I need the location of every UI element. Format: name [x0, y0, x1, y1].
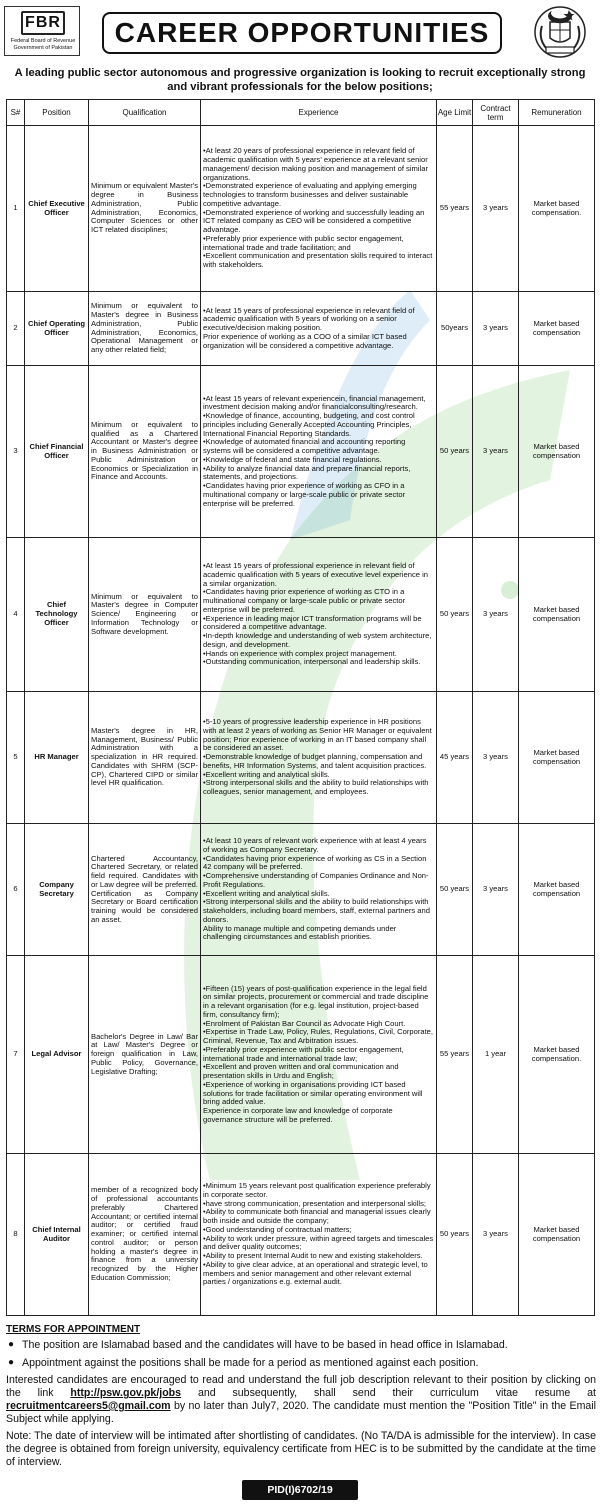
- experience-item: •Candidates having prior experience of working as CTO in a multinational company or large-scale public or private sector enterprise will be preferred.: [203, 587, 406, 614]
- experience-item: •Excellent communication and presentation skills required to interact with stakeholders.: [203, 251, 433, 269]
- experience-item: •5-10 years of progressive leadership experience in HR positions with at least 2 years of working as Senior HR Manager or equivalent position; Prior experience of working in an IT based company shall be considered an asset.: [203, 717, 432, 753]
- header-experience: Experience: [201, 100, 437, 126]
- experience-item: •At least 15 years of professional experience in relevant field of academic qualification with 5 years of working on a senior executive/decision making position.: [203, 305, 415, 333]
- row-position: Chief Executive Officer: [25, 126, 89, 292]
- row-remuneration: Market based compensation: [519, 538, 595, 692]
- experience-item: •Enrolment of Pakistan Bar Council as Advocate High Court.: [203, 1018, 406, 1028]
- row-position: Legal Advisor: [25, 956, 89, 1154]
- experience-item: •Demonstrated experience of working and successfully leading an ICT related company as CEO will be considered a competitive advantage.: [203, 207, 425, 234]
- row-remuneration: Market based compensation: [519, 292, 595, 366]
- row-age-limit: 50 years: [437, 366, 473, 538]
- table-row: [7, 292, 595, 366]
- terms-list: [6, 1338, 596, 1370]
- table-row: [7, 692, 595, 824]
- row-qualification: member of a recognized body of professional accountants preferably Chartered Accountant; or certified internal auditor; or certified fraud examiner; or certified internal control auditor; or person holding a master's degree in finance from a university recognized by the Higher Education Commission;: [89, 1154, 201, 1316]
- header-position: Position: [25, 100, 89, 126]
- experience-item: •Experience in leading major ICT transformation programs will be considered a competitive advantage.: [203, 613, 422, 632]
- experience-item: •Ability to give clear advice, at an operational and strategic level, to members and senior management and other relevant external parties / organizations e.g. external audit.: [203, 1259, 428, 1287]
- experience-item: •Expertise in Trade Law, Policy, Rules, Regulations, Civil, Corporate, Criminal, Revenue, Tax and Arbitration issues.: [203, 1027, 434, 1045]
- experience-item: •Knowledge of automated financial and accounting reporting systems will be considered a competitive advantage.: [203, 437, 406, 456]
- experience-item: •Knowledge of finance, accounting, budgeting, and cost control principles including Generally Accepted Accounting Principles, International Financial Reporting Standards.: [203, 411, 415, 438]
- row-experience: [201, 292, 437, 366]
- row-position: Chief Technology Officer: [25, 538, 89, 692]
- experience-item: •Hands on experience with complex project management.: [203, 648, 397, 658]
- experience-item: •Preferably prior experience with public sector engagement, international trade and trade facilitation; and: [203, 233, 404, 252]
- experience-item: •At least 15 years of professional experience in relevant field of academic qualification with 5 years of executive level experience in a similar organization.: [203, 561, 428, 588]
- pid-badge: PID(I)6702/19: [242, 1480, 358, 1500]
- row-experience: [201, 538, 437, 692]
- experience-item: •Ability to present Internal Audit to new and existing stakeholders.: [203, 1251, 423, 1260]
- row-sn: 6: [7, 824, 25, 956]
- row-contract-term: 3 years: [473, 1154, 519, 1316]
- bullet-icon: ●: [8, 1357, 15, 1368]
- experience-item: •Excellent and proven written and oral communication and presentation skills in Urdu and English;: [203, 1062, 399, 1080]
- experience-item: •Strong interpersonal skills and the ability to build relationships with colleagues, senior management, and employees.: [203, 778, 429, 797]
- row-contract-term: 3 years: [473, 538, 519, 692]
- experience-item: •Candidates having prior experience of working as CS in a Section 42 company will be preferred.: [203, 853, 427, 872]
- row-contract-term: 3 years: [473, 292, 519, 366]
- experience-item: •Ability to analyze financial data and prepare financial reports, statements, and projections.: [203, 463, 411, 482]
- row-qualification: Minimum or equivalent to qualified as a Chartered Accountant or Master's degree in Business Administration or Public Administration or Economics or Specialization in Finance and Accounts.: [89, 366, 201, 538]
- terms-section: [6, 1324, 596, 1469]
- apply-instructions: Interested candidates are encouraged to read and understand the full job description relevant to their position by clicking on the link http://psw.gov.pk/jobs and subsequently, shall send their curriculum vitae resume at recruitmentcareers5@gmail.com by no later than July7, 2020. The candidate must mention the "Position Title" in the Email Subject while applying.: [6, 1374, 597, 1425]
- experience-item: •Excellent writing and analytical skills.: [203, 769, 330, 779]
- table-row: [7, 538, 595, 692]
- row-contract-term: 1 year: [473, 956, 519, 1154]
- experience-item: •Candidates having prior experience of working as CFO in a multinational company or large-scale public or private sector enterprise will be preferred.: [203, 481, 406, 508]
- row-contract-term: 3 years: [473, 824, 519, 956]
- row-position: Chief Operating Officer: [25, 292, 89, 366]
- row-remuneration: Market based compensation.: [519, 956, 595, 1154]
- row-age-limit: 50 years: [437, 824, 473, 956]
- experience-item: •Excellent writing and analytical skills.: [203, 888, 330, 898]
- terms-bullet: ● The position are Islamabad based and the candidates will have to be based in head office in Islamabad.: [8, 1339, 508, 1351]
- row-qualification: Master's degree in HR, Management, Business/ Public Administration with a specialization in HR required. Candidates with SHRM (SCP-CP), Chartered CIPD or similar level HR qualification.: [89, 692, 201, 824]
- experience-item: •Experience of working in organisations providing ICT based solutions for trade facilitation or similar operating environment will bring added value.: [203, 1079, 423, 1107]
- experience-item: •At least 20 years of professional experience in relevant field of academic qualification with 5 years' experience at a relevant senior management/ decision making position and management of similar organizations.: [203, 146, 428, 182]
- experience-item: •Demonstrable knowledge of budget planning, compensation and benefits, HR Information Systems, and talent acquisition practices.: [203, 752, 427, 770]
- table-row: [7, 126, 595, 292]
- experience-item: •Demonstrated experience of evaluating and applying emerging technologies to transform businesses and deliver sustainable competitive advantage.: [203, 181, 417, 208]
- row-contract-term: 3 years: [473, 692, 519, 824]
- row-experience: [201, 1154, 437, 1316]
- header-sn: S#: [7, 100, 25, 126]
- experience-item: Ability to manage multiple and competing demands under challenging circumstances and establish priorities.: [203, 923, 397, 942]
- jobs-table: [6, 99, 595, 1316]
- interview-note: Note: The date of interview will be intimated after shortlisting of candidates. (No TA/DA is admissible for the interview). In case the degree is obtained from foreign university, equivalency certificate from HEC is to be submitted by the candidate at the time of interview.: [6, 1430, 596, 1468]
- row-sn: 7: [7, 956, 25, 1154]
- table-row: [7, 824, 595, 956]
- page-title: CAREER OPPORTUNITIES: [114, 17, 490, 48]
- row-experience: [201, 126, 437, 292]
- row-remuneration: Market based compensation: [519, 1154, 595, 1316]
- experience-item: •have strong communication, presentation and interpersonal skills;: [203, 1198, 426, 1208]
- row-sn: 2: [7, 292, 25, 366]
- experience-item: •Outstanding communication, interpersonal and leadership skills.: [203, 657, 421, 667]
- row-experience: [201, 824, 437, 956]
- terms-bullet: ● Appointment against the positions shall be made for a period as mentioned against each position.: [8, 1357, 479, 1369]
- header-qualification: Qualification: [89, 100, 201, 126]
- experience-item: •Fifteen (15) years of post-qualification experience in the legal field on similar projects, procurement or commercial and trade discipline in a relevant organisation (for e.g. legal institution, project-based firm, consultancy firm);: [203, 983, 429, 1019]
- experience-item: •Minimum 15 years relevant post qualification experience preferably in corporate sector.: [203, 1181, 431, 1199]
- row-remuneration: Market based compensation: [519, 692, 595, 824]
- row-position: Company Secretary: [25, 824, 89, 956]
- experience-item: •Ability to work under pressure, within agreed targets and timescales and deliver quality outcomes;: [203, 1233, 434, 1252]
- row-position: HR Manager: [25, 692, 89, 824]
- row-position: Chief Internal Auditor: [25, 1154, 89, 1316]
- experience-item: •In-depth knowledge and understanding of web system architecture, design, and development.: [203, 631, 432, 649]
- row-age-limit: 55 years: [437, 956, 473, 1154]
- row-age-limit: 50years: [437, 292, 473, 366]
- row-experience: [201, 366, 437, 538]
- row-qualification: Chartered Accountancy, Chartered Secretary, or related field required. Candidates with or Law degree will be preferred. Certification as Company Secretary or Board certification training would be considered an asset.: [89, 824, 201, 956]
- row-age-limit: 55 years: [437, 126, 473, 292]
- row-qualification: Minimum or equivalent to Master's degree in Business Administration, Public Administration, Economics, Operational Management or any other related field;: [89, 292, 201, 366]
- table-row: [7, 956, 595, 1154]
- row-sn: 1: [7, 126, 25, 292]
- email-link[interactable]: recruitmentcareers5@gmail.com: [6, 1400, 171, 1412]
- row-remuneration: Market based compensation: [519, 366, 595, 538]
- government-emblem-icon: [532, 4, 588, 60]
- row-contract-term: 3 years: [473, 126, 519, 292]
- row-sn: 3: [7, 366, 25, 538]
- header-contract-term: Contract term: [473, 100, 519, 126]
- experience-item: •Comprehensive understanding of Companies Ordinance and Non-Profit Regulations.: [203, 871, 429, 889]
- row-sn: 8: [7, 1154, 25, 1316]
- row-qualification: Minimum or equivalent to Master's degree in Computer Science/ Engineering or Information Technology or Software development.: [89, 538, 201, 692]
- header-remuneration: Remuneration: [519, 100, 595, 126]
- row-age-limit: 50 years: [437, 538, 473, 692]
- header: [0, 0, 600, 64]
- experience-item: Experience in corporate law and knowledge of corporate governance structure will be preferred.: [203, 1106, 393, 1124]
- row-remuneration: Market based compensation: [519, 824, 595, 956]
- row-sn: 5: [7, 692, 25, 824]
- experience-item: Prior experience of working as a COO of a similar ICT based organization will be considered a competitive advantage.: [203, 331, 407, 350]
- jobs-link[interactable]: http://psw.gov.pk/jobs: [70, 1387, 182, 1399]
- experience-item: •Knowledge of federal and state financial regulations.: [203, 454, 382, 464]
- row-qualification: Bachelor's Degree in Law/ Bar at Law/ Master's Degree or foreign qualification in Law, Public Policy, Governance, Legislative Drafting;: [89, 956, 201, 1154]
- header-age-limit: Age Limit: [437, 100, 473, 126]
- row-experience: [201, 692, 437, 824]
- row-age-limit: 45 years: [437, 692, 473, 824]
- row-qualification: Minimum or equivalent Master's degree in Business Administration, Public Administration, Economics, Computer Sciences or other ICT related disciplines;: [89, 126, 201, 292]
- bullet-icon: ●: [8, 1339, 15, 1350]
- page-title-box: [102, 12, 502, 54]
- experience-item: •At least 15 years of relevant experiencein, financial management, investment decision making and/or financialconsulting/research.: [203, 393, 426, 412]
- table-header-row: [7, 100, 595, 126]
- experience-item: •At least 10 years of relevant work experience with at least 4 years of working as Company Secretary.: [203, 836, 427, 854]
- row-remuneration: Market based compensation.: [519, 126, 595, 292]
- table-row: [7, 1154, 595, 1316]
- fbr-logo: FBR Federal Board of Revenue Government of Pakistan: [4, 6, 80, 56]
- intro-text: A leading public sector autonomous and progressive organization is looking to recruit exceptionally strong and vibrant professionals for the below positions;: [14, 67, 586, 93]
- experience-item: •Preferably prior experience with public sector engagement, international trade and international trade law;: [203, 1044, 404, 1063]
- table-row: [7, 366, 595, 538]
- row-position: Chief Financial Officer: [25, 366, 89, 538]
- experience-item: •Strong interpersonal skills and the ability to build relationships with stakeholders, including board members, staff, external partners and donors.: [203, 897, 430, 924]
- row-sn: 4: [7, 538, 25, 692]
- row-experience: [201, 956, 437, 1154]
- experience-item: •Good understanding of contractual matters;: [203, 1224, 352, 1234]
- terms-heading: TERMS FOR APPOINTMENT: [6, 1324, 141, 1335]
- row-age-limit: 50 years: [437, 1154, 473, 1316]
- experience-item: •Ability to communicate both financial and managerial issues clearly both inside and outside the company;: [203, 1207, 431, 1225]
- row-contract-term: 3 years: [473, 366, 519, 538]
